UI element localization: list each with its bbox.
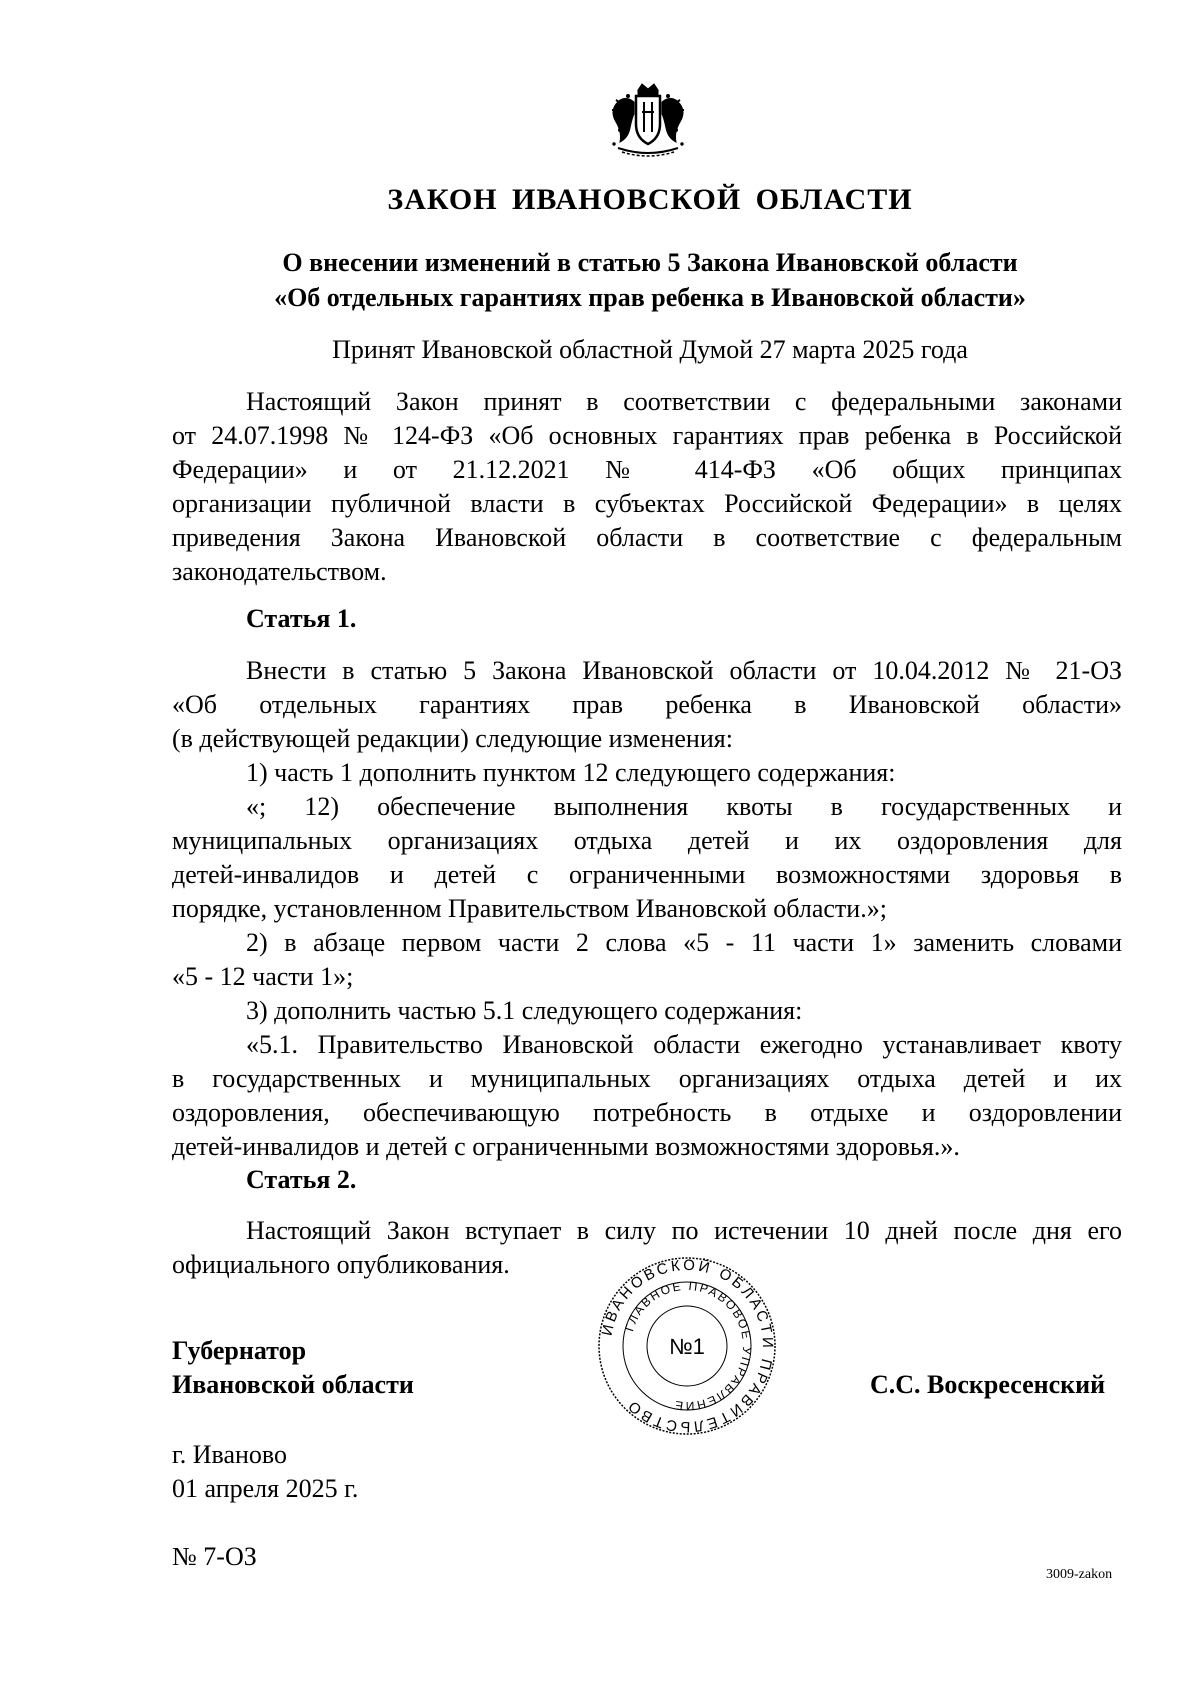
law-number: № 7-ОЗ <box>172 1542 257 1571</box>
adoption-statement: Принят Ивановской областной Думой 27 марта 2025 года <box>332 335 968 364</box>
text-line: «5.1. Правительство Ивановской области ежегодно устанавливает квоту <box>246 1030 1122 1059</box>
text-line: «5 - 12 части 1»; <box>172 962 354 991</box>
footer-code: 3009-zakon <box>1046 1567 1113 1582</box>
seal-outer-text: ИВАНОВСКОЙ ОБЛАСТИ ПРАВИТЕЛЬСТВО <box>598 1256 777 1436</box>
document-title: ЗАКОН ИВАНОВСКОЙ ОБЛАСТИ <box>387 183 913 216</box>
text-line: муниципальных организациях отдыха детей и их оздоровления для <box>172 826 1122 855</box>
preamble-paragraph <box>172 385 1122 589</box>
seal-center-number: №1 <box>669 1334 705 1359</box>
text-line: «Об отдельных гарантиях прав ребенка в Ивановской области» <box>172 690 1122 719</box>
seal-inner-text: ГЛАВНОЕ ПРАВОВОЕ УПРАВЛЕНИЕ <box>622 1278 755 1414</box>
official-seal <box>596 1255 778 1437</box>
text-line: детей-инвалидов и детей с ограниченными возможностями здоровья в <box>172 860 1122 889</box>
text-line: «; 12) обеспечение выполнения квоты в государственных и <box>246 792 1122 821</box>
signer-title-line1: Губернатор <box>172 1336 307 1365</box>
text-line: Внести в статью 5 Закона Ивановской области от 10.04.2012 № 21-ОЗ <box>246 656 1122 685</box>
text-line: 1) часть 1 дополнить пунктом 12 следующего содержания: <box>246 758 896 787</box>
signing-date: 01 апреля 2025 г. <box>172 1474 359 1503</box>
text-line: приведения Закона Ивановской области в соответствие с федеральным <box>172 523 1122 552</box>
text-line: порядке, установленном Правительством Ивановской области.»; <box>172 894 887 923</box>
document-subtitle-line1: О внесении изменений в статью 5 Закона Ивановской области <box>282 248 1018 277</box>
text-line: 3) дополнить частью 5.1 следующего содержания: <box>246 996 803 1025</box>
document-subtitle-line2: «Об отдельных гарантиях прав ребенка в Ивановской области» <box>274 283 1026 312</box>
signer-name: С.С. Воскресенский <box>870 1370 1106 1399</box>
signing-place: г. Иваново <box>172 1440 287 1469</box>
article-1-text <box>172 654 1122 1164</box>
text-line: 2) в абзаце первом части 2 слова «5 - 11 части 1» заменить словами <box>246 928 1122 957</box>
coat-of-arms-icon <box>598 82 698 166</box>
article-2-heading: Статья 2. <box>246 1165 357 1194</box>
text-line: оздоровления, обеспечивающую потребность в отдыхе и оздоровлении <box>172 1098 1122 1127</box>
text-line: от 24.07.1998 № 124-ФЗ «Об основных гарантиях прав ребенка в Российской <box>172 421 1122 450</box>
text-line: организации публичной власти в субъектах Российской Федерации» в целях <box>172 489 1122 518</box>
text-line: законодательством. <box>172 557 387 586</box>
article-1-heading: Статья 1. <box>246 604 357 633</box>
text-line: детей-инвалидов и детей с ограниченными возможностями здоровья.». <box>172 1132 960 1161</box>
text-line: Настоящий Закон вступает в силу по истечении 10 дней после дня его <box>246 1216 1122 1245</box>
text-line: Федерации» и от 21.12.2021 № 414-ФЗ «Об общих принципах <box>172 455 1122 484</box>
text-line: Настоящий Закон принят в соответствии с федеральными законами <box>246 387 1122 416</box>
signer-title-line2: Ивановской области <box>172 1370 414 1399</box>
text-line: официального опубликования. <box>172 1250 510 1279</box>
text-line: (в действующей редакции) следующие изменения: <box>172 724 733 753</box>
text-line: в государственных и муниципальных организациях отдыха детей и их <box>172 1064 1122 1093</box>
